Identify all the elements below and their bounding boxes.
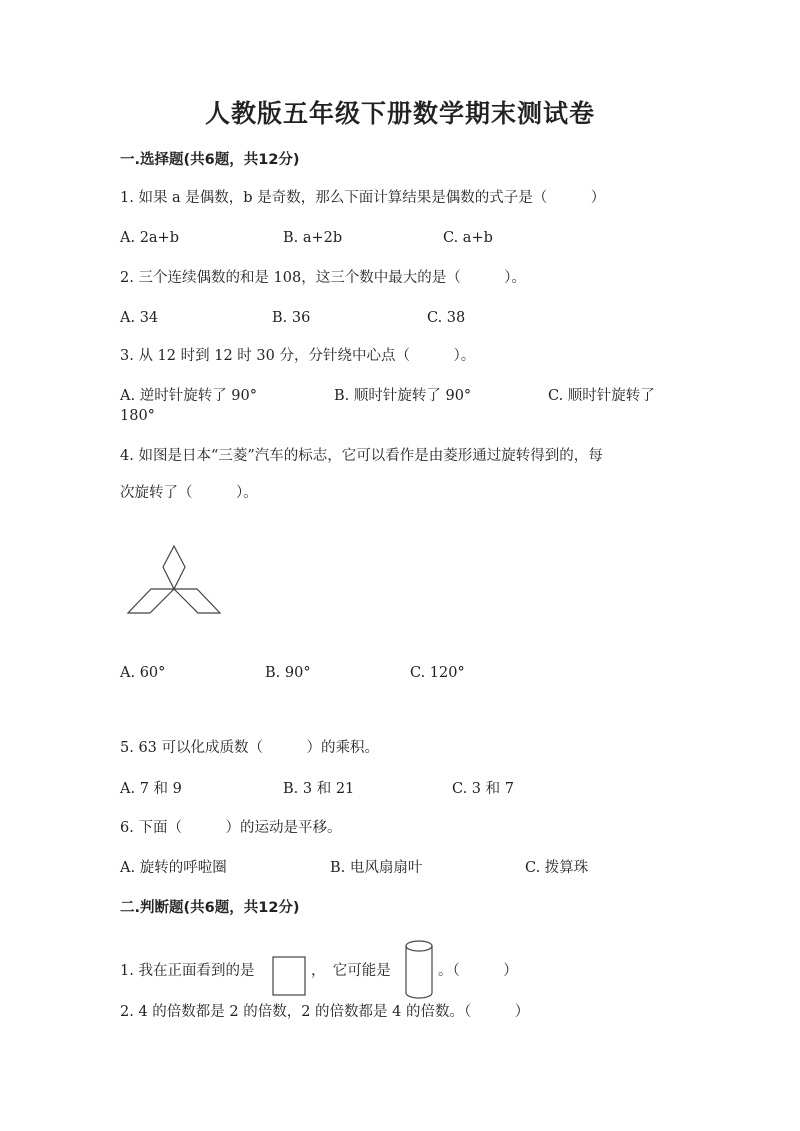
mitsubishi-logo-figure	[124, 542, 224, 618]
judgement-1-text-part-2: ， 它可能是	[311, 963, 391, 979]
question-1-option-b: B. a+2b	[283, 230, 343, 246]
page-title: 人教版五年级下册数学期末测试卷	[204, 99, 595, 128]
question-5-option-a: A. 7 和 9	[120, 781, 182, 797]
rhombus-right	[174, 589, 220, 613]
judgement-1-text-part-1: 1. 我在正面看到的是	[120, 963, 255, 979]
front-view-square-figure	[271, 955, 307, 997]
question-3-option-a: A. 逆时针旋转了 90°	[120, 388, 257, 404]
question-4-option-a: A. 60°	[120, 665, 166, 681]
section-heading-judgement: 二.判断题(共6题，共12分)	[120, 900, 300, 916]
question-2-option-b: B. 36	[272, 310, 311, 326]
question-2-stem: 2. 三个连续偶数的和是 108，这三个数中最大的是（ ）。	[120, 270, 526, 286]
question-4-stem-line-1: 4. 如图是日本“三菱”汽车的标志，它可以看作是由菱形通过旋转得到的，每	[120, 448, 603, 464]
question-2-option-c: C. 38	[427, 310, 466, 326]
question-4-option-c: C. 120°	[410, 665, 465, 681]
question-3-stem: 3. 从 12 时到 12 时 30 分，分针绕中心点（ ）。	[120, 348, 476, 364]
section-heading-choice: 一.选择题(共6题，共12分)	[120, 152, 300, 168]
question-6-option-a: A. 旋转的呼啦圈	[120, 860, 227, 876]
question-5-option-b: B. 3 和 21	[283, 781, 355, 797]
question-2-option-a: A. 34	[120, 310, 159, 326]
rhombus-top	[163, 546, 185, 589]
question-1-option-a: A. 2a+b	[120, 230, 179, 246]
judgement-2-text: 2. 4 的倍数都是 2 的倍数，2 的倍数都是 4 的倍数。（ ）	[120, 1004, 530, 1020]
rhombus-left	[128, 589, 174, 613]
question-1-option-c: C. a+b	[443, 230, 493, 246]
question-5-stem: 5. 63 可以化成质数（ ）的乘积。	[120, 740, 380, 756]
question-4-stem-line-2: 次旋转了（ ）。	[120, 485, 258, 501]
question-3-option-b: B. 顺时针旋转了 90°	[334, 388, 472, 404]
question-6-stem: 6. 下面（ ）的运动是平移。	[120, 820, 342, 836]
question-4-option-b: B. 90°	[265, 665, 311, 681]
question-3-option-c: C. 顺时针旋转了	[548, 388, 655, 404]
question-5-option-c: C. 3 和 7	[452, 781, 514, 797]
question-6-option-b: B. 电风扇扇叶	[330, 860, 423, 876]
question-3-option-c-continued: 180°	[120, 408, 155, 424]
question-6-option-c: C. 拨算珠	[525, 860, 589, 876]
question-1-stem: 1. 如果 a 是偶数，b 是奇数，那么下面计算结果是偶数的式子是（ ）	[120, 190, 606, 206]
cylinder-figure	[403, 938, 435, 1002]
judgement-1-text-part-3: 。（ ）	[438, 963, 518, 979]
